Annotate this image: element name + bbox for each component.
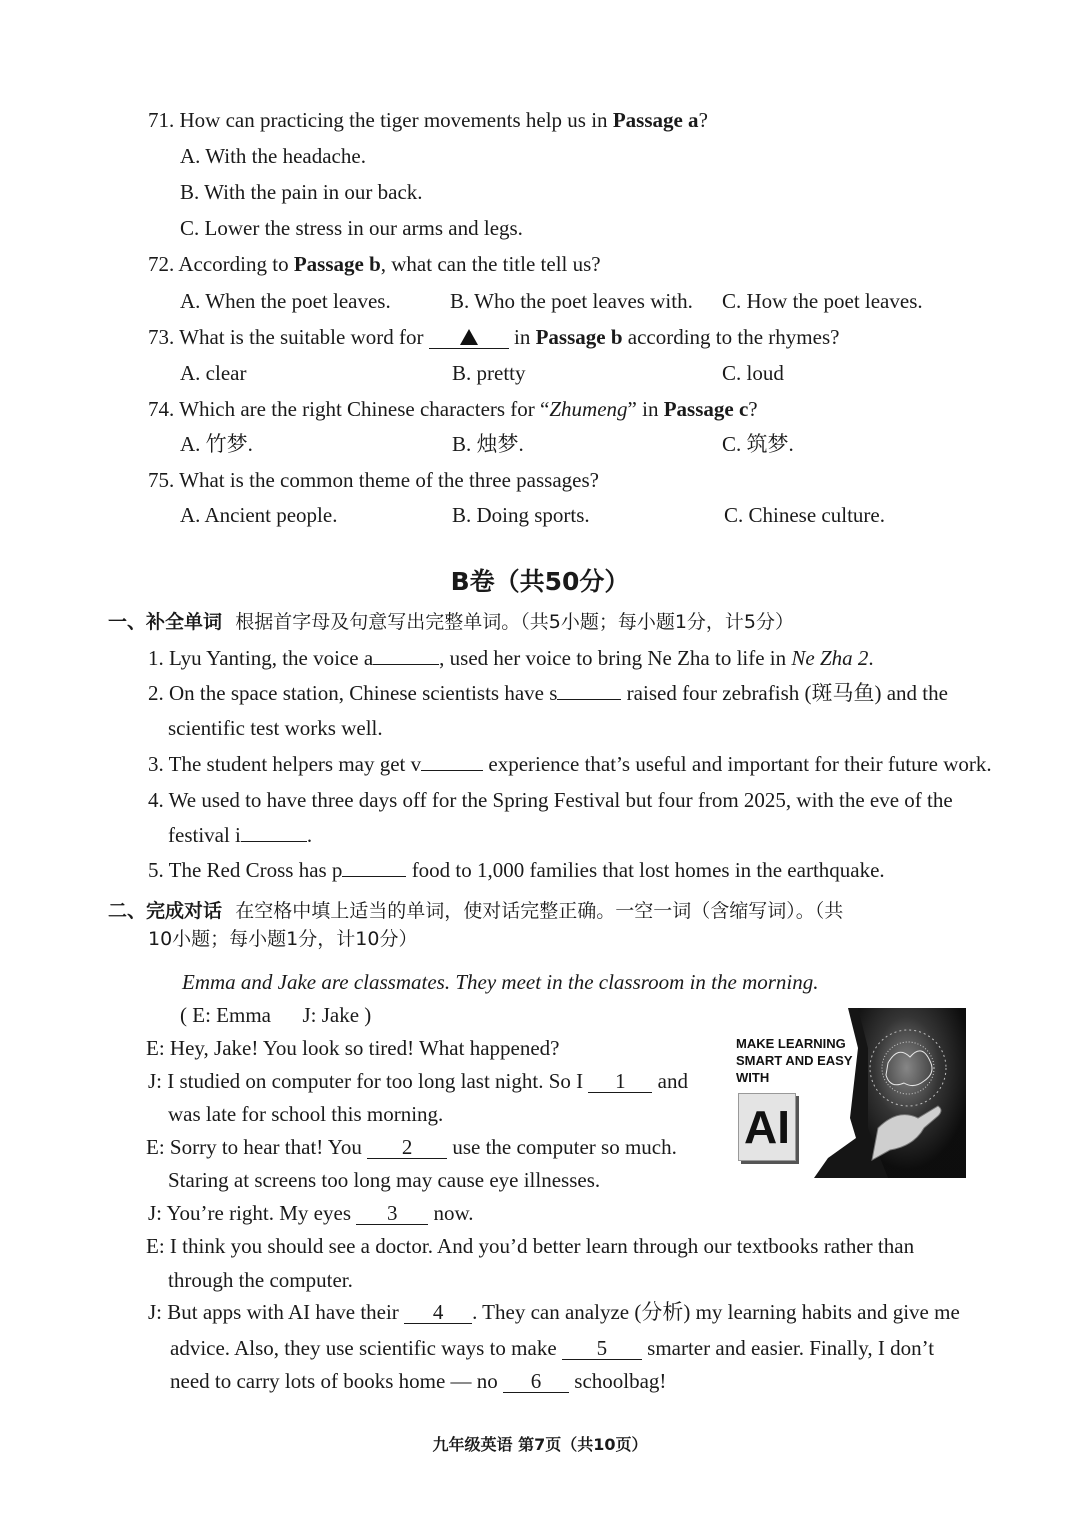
part1-item-5: 5. The Red Cross has p food to 1,000 families that lost homes in the earthquake. xyxy=(148,858,885,882)
ai-logo: AI xyxy=(738,1093,796,1161)
question-74: 74. Which are the right Chinese characters for “Zhumeng” in Passage c? xyxy=(148,397,758,421)
part1-item-2-cont: scientific test works well. xyxy=(168,716,383,740)
dialogue-e2-cont: Staring at screens too long may cause eye illnesses. xyxy=(168,1168,601,1192)
answer-blank[interactable] xyxy=(421,770,483,771)
option-75b: B. Doing sports. xyxy=(452,503,590,527)
option-75c: C. Chinese culture. xyxy=(724,503,885,527)
page-footer: 九年级英语 第7页（共10页） xyxy=(432,1435,648,1454)
ai-learning-image xyxy=(718,1008,966,1178)
option-71c: C. Lower the stress in our arms and legs. xyxy=(180,216,523,240)
triangle-icon xyxy=(460,329,478,345)
part2-heading-cont: 10小题；每小题1分，计10分） xyxy=(148,928,418,950)
dialogue-intro: Emma and Jake are classmates. They meet in the classroom in the morning. xyxy=(182,970,819,994)
option-73c: C. loud xyxy=(722,361,784,385)
dialogue-roles: ( E: Emma J: Jake ) xyxy=(180,1003,372,1027)
option-75a: A. Ancient people. xyxy=(180,503,338,527)
dialogue-j1-cont: was late for school this morning. xyxy=(168,1102,444,1126)
part1-heading: 一、补全单词 根据首字母及句意写出完整单词。（共5小题；每小题1分，计5分） xyxy=(108,611,795,633)
option-74a: A. 竹梦. xyxy=(180,432,253,456)
dialogue-e3-cont: through the computer. xyxy=(168,1268,353,1292)
answer-blank[interactable] xyxy=(241,841,307,842)
option-71a: A. With the headache. xyxy=(180,144,366,168)
dialogue-j3: J: But apps with AI have their 4 . They can analyze (分析) my learning habits and give me xyxy=(148,1300,960,1324)
part1-item-4: 4. We used to have three days off for the Spring Festival but four from 2025, with the eve of the xyxy=(148,788,953,812)
part1-item-4-cont: festival i . xyxy=(168,823,313,847)
dialogue-e3: E: I think you should see a doctor. And you’d better learn through our textbooks rather than xyxy=(146,1234,915,1258)
question-72: 72. According to Passage b, what can the title tell us? xyxy=(148,252,601,276)
answer-blank[interactable] xyxy=(342,876,406,877)
dialogue-blank-3[interactable]: 3 xyxy=(356,1202,428,1225)
question-71: 71. How can practicing the tiger movements help us in Passage a? xyxy=(148,108,708,132)
dialogue-blank-5[interactable]: 5 xyxy=(562,1337,642,1360)
triangle-blank xyxy=(429,326,509,349)
option-71b: B. With the pain in our back. xyxy=(180,180,423,204)
dialogue-j3-cont2: need to carry lots of books home — no 6 schoolbag! xyxy=(170,1369,667,1393)
question-73: 73. What is the suitable word for in Passage b according to the rhymes? xyxy=(148,325,840,349)
dialogue-blank-2[interactable]: 2 xyxy=(367,1136,447,1159)
part1-item-1: 1. Lyu Yanting, the voice a , used her voice to bring Ne Zha to life in Ne Zha 2. xyxy=(148,646,874,670)
ai-caption: MAKE LEARNING SMART AND EASY WITH xyxy=(736,1036,853,1085)
option-72c: C. How the poet leaves. xyxy=(722,289,923,313)
part1-item-2: 2. On the space station, Chinese scientists have s raised four zebrafish (斑马鱼) and the xyxy=(148,681,948,705)
dialogue-j3-cont1: advice. Also, they use scientific ways to make 5 smarter and easier. Finally, I don’t xyxy=(170,1336,935,1360)
dialogue-j1: J: I studied on computer for too long last night. So I 1 and xyxy=(148,1069,688,1093)
dialogue-e1: E: Hey, Jake! You look so tired! What happened? xyxy=(146,1036,560,1060)
option-73b: B. pretty xyxy=(452,361,526,385)
part2-heading: 二、完成对话 在空格中填上适当的单词，使对话完整正确。一空一词（含缩写词）。（共 xyxy=(108,900,844,922)
dialogue-blank-6[interactable]: 6 xyxy=(503,1370,569,1393)
option-73a: A. clear xyxy=(180,361,247,385)
dialogue-blank-1[interactable]: 1 xyxy=(588,1070,652,1093)
part1-item-3: 3. The student helpers may get v experience that’s useful and important for their future work. xyxy=(148,752,992,776)
dialogue-blank-4[interactable]: 4 xyxy=(404,1301,472,1324)
option-74b: B. 烛梦. xyxy=(452,432,524,456)
option-72b: B. Who the poet leaves with. xyxy=(450,289,693,313)
dialogue-j2: J: You’re right. My eyes 3 now. xyxy=(148,1201,474,1225)
dialogue-e2: E: Sorry to hear that! You 2 use the computer so much. xyxy=(146,1135,677,1159)
answer-blank[interactable] xyxy=(557,699,621,700)
option-72a: A. When the poet leaves. xyxy=(180,289,391,313)
question-75: 75. What is the common theme of the three passages? xyxy=(148,468,599,492)
answer-blank[interactable] xyxy=(373,664,439,665)
section-b-title: B卷（共50分） xyxy=(450,567,630,596)
option-74c: C. 筑梦. xyxy=(722,432,794,456)
